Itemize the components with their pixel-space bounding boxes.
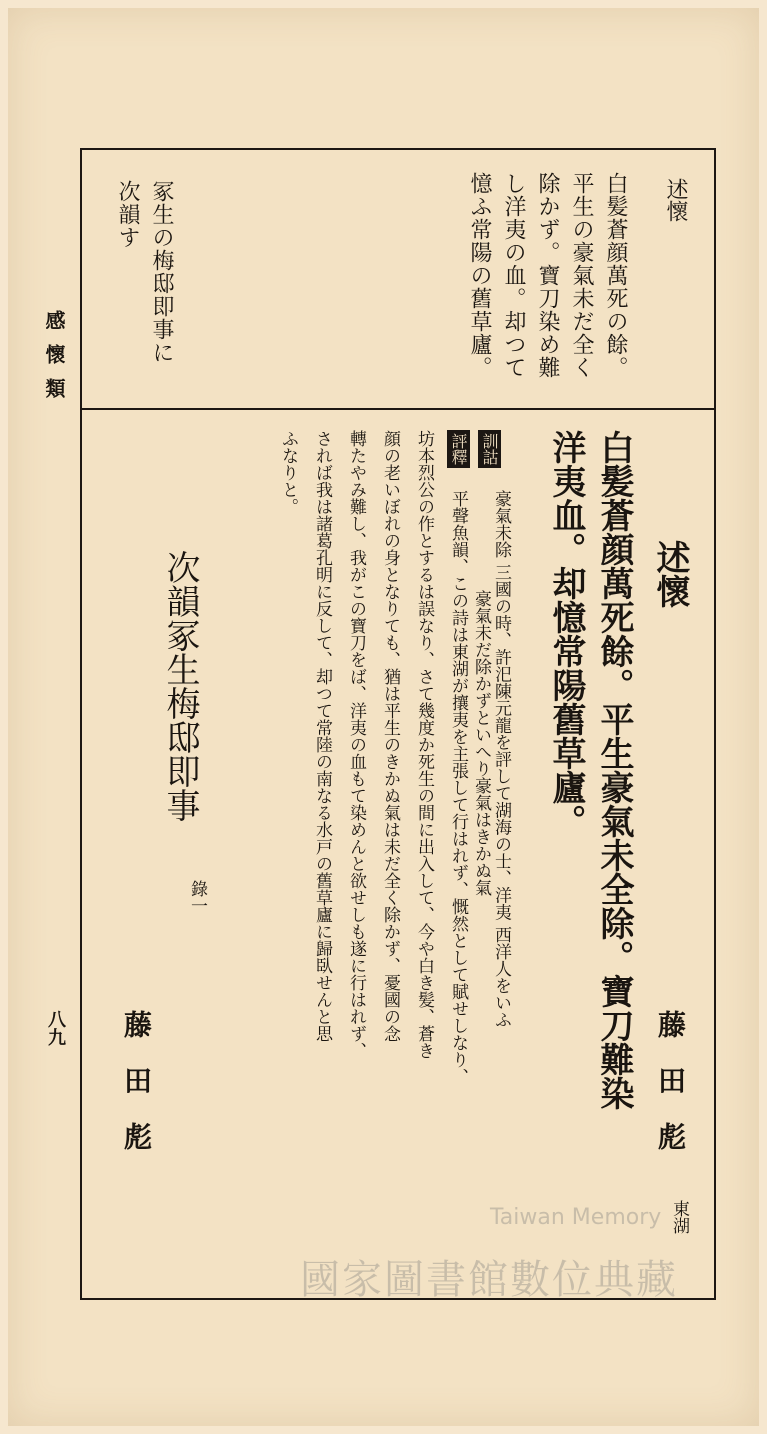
next-poem-title: 次韻冢生梅邸即事 [160, 550, 200, 822]
poem-author-note: 東湖 [669, 1200, 689, 1234]
next-poem-title-note: 錄一 [187, 880, 207, 914]
poem-line-2: 洋夷血。却憶常陽舊草廬。 [546, 430, 586, 838]
poem-line-1: 白髪蒼顔萬死餘。平生豪氣未全除。寶刀難染 [594, 430, 634, 1110]
top-title-1: 述懷 [663, 178, 688, 222]
poem-author: 藤 田 彪 [654, 1010, 687, 1150]
hyoshaku-line-5: されば我は諸葛孔明に反して、却つて常陸の南なる水戸の舊草廬に歸臥せんと思 [312, 430, 332, 1042]
hyoshaku-line-6: ふなりと。 [278, 430, 298, 515]
top-next-line-2: 次韻す [115, 180, 140, 249]
kungo-line-2: 豪氣未だ除かずといへり豪氣はきかぬ氣 [471, 590, 491, 896]
top-line-3: 除かず。寶刀染め難 [535, 172, 560, 379]
watermark-zh: 國家圖書館數位典藏 [300, 1257, 678, 1303]
watermark-en: Taiwan Memory [490, 1205, 662, 1230]
kungo-block [478, 430, 501, 472]
hyoshaku-line-3: 顔の老いぼれの身となりても、猶は平生のきかぬ氣は未だ全く除かず、憂國の念 [380, 430, 400, 1042]
kungo-label: 訓詁 [478, 430, 501, 468]
top-line-5: 憶ふ常陽の舊草廬。 [467, 172, 492, 379]
hyoshaku-label: 評釋 [447, 430, 470, 468]
page-number: 八九 [45, 1010, 66, 1046]
hyoshaku-line-4: 轉たやみ難し、我がこの寶刀をば、洋夷の血もて染めんと欲せしも遂に行はれず、 [346, 430, 366, 1059]
next-poem-author: 藤 田 彪 [120, 1010, 153, 1150]
kungo-line-1: 豪氣未除 三國の時、許汜陳元龍を評して湖海の士、洋夷 西洋人をいふ [491, 490, 511, 1028]
running-head: 感懷類 [42, 310, 66, 412]
hyoshaku-line-2: 坊本烈公の作とするは誤なり、さて幾度か死生の間に出入して、今や白き髪、蒼き [414, 430, 434, 1059]
hyoshaku-line-1: 平聲魚韻、この詩は東湖が攘夷を主張して行はれず、慨然として賦せしなり、 [448, 490, 468, 1085]
top-line-2: 平生の豪氣未だ全く [569, 172, 594, 379]
top-line-4: し洋夷の血。却つて [501, 172, 526, 379]
hyoshaku-block [447, 430, 470, 472]
top-next-line-1: 冢生の梅邸即事に [149, 180, 174, 364]
top-line-1: 白髪蒼顔萬死の餘。 [603, 172, 628, 379]
poem-title: 述懷 [650, 540, 690, 608]
frame-divider [80, 408, 716, 410]
